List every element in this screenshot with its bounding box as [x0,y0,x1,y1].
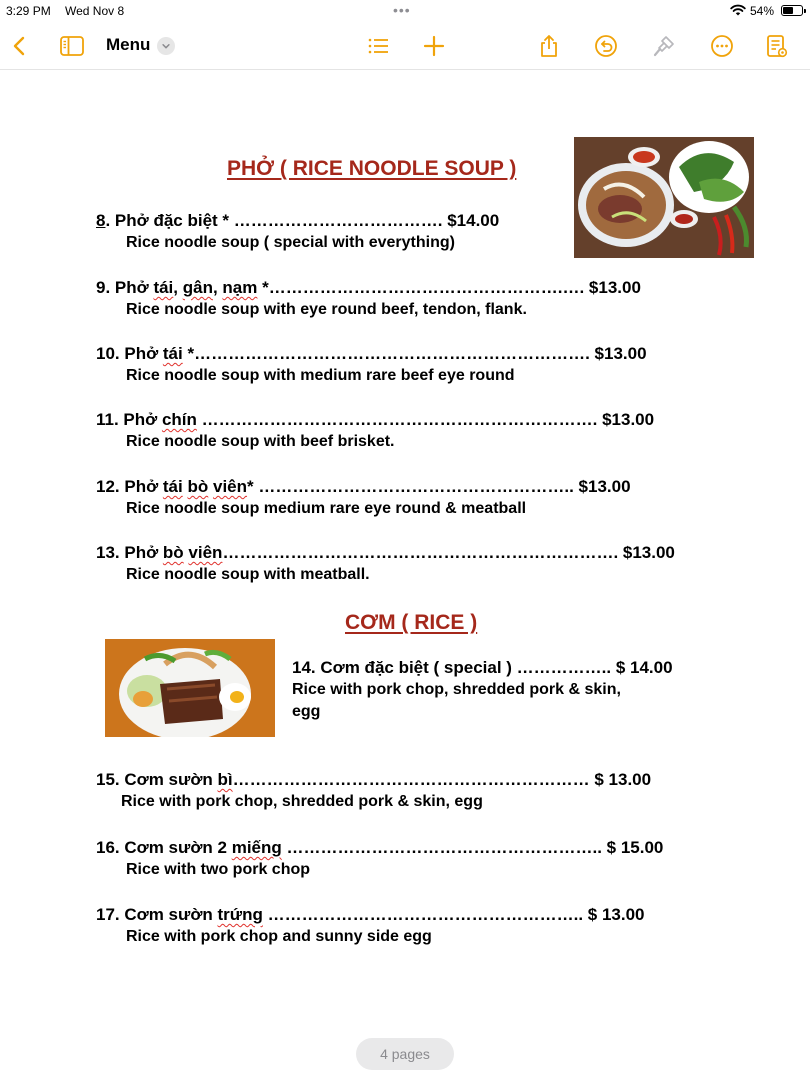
wifi-icon [730,3,746,17]
item-description: Rice with pork chop, shredded pork & skin, egg [121,793,483,810]
battery-fill [783,7,793,14]
price: $ 13.00 [594,770,652,789]
plus-icon [422,34,446,58]
status-time: 3:29 PM [6,4,51,18]
item-description-cont: egg [292,703,321,720]
list-icon [366,34,390,58]
price: $ 15.00 [606,838,664,857]
document-view-icon [764,34,788,58]
price: $13.00 [588,278,641,297]
page-count-indicator[interactable]: 4 pages [356,1038,454,1070]
undo-button[interactable] [592,32,620,60]
price: $ 13.00 [587,905,645,924]
menu-item-17[interactable]: 17. Cơm sườn trứng ……………………………………………….. $ 13.00 Rice with pork chop and sunny side egg [96,904,645,948]
status-date: Wed Nov 8 [65,4,125,18]
com-photo[interactable] [105,639,275,737]
menu-item-8[interactable]: 8. Phở đặc biệt * ………………………………. $14.00 Rice noodle soup ( special with everything) [96,210,499,254]
menu-item-9[interactable]: 9. Phở tái, gân, nạm *…………………………………………….…. $13.00 Rice noodle soup with eye round beef, tendon, flank. [96,277,641,321]
menu-item-13[interactable]: 13. Phở bò viên……………………………………………………………. $13.00 Rice noodle soup with meatball. [96,542,675,586]
undo-icon [594,34,618,58]
item-description: Rice noodle soup with eye round beef, tendon, flank. [126,301,527,318]
chevron-down-icon [161,41,171,51]
pho-photo[interactable] [574,137,754,258]
price: $13.00 [602,410,655,429]
section-title-com: CƠM ( RICE ) [345,611,478,634]
menu-item-15[interactable]: 15. Cơm sườn bì……………………………………………………… $ 13.00 Rice with pork chop, shredded pork & skin, egg [96,769,651,813]
section-title-pho: PHỞ ( RICE NOODLE SOUP ) [227,157,517,180]
price: $13.00 [578,477,631,496]
menu-item-10[interactable]: 10. Phở tái *……………………………………………………………. $13.00 Rice noodle soup with medium rare beef eye round [96,343,647,387]
more-icon [710,34,734,58]
more-button[interactable] [708,32,736,60]
menu-item-11[interactable]: 11. Phở chín ……………………………………………………………. $13.00 Rice noodle soup with beef brisket. [96,409,654,453]
share-icon [537,34,561,58]
price: $13.00 [594,344,647,363]
item-description: Rice with pork chop and sunny side egg [126,928,432,945]
item-description: Rice noodle soup with beef brisket. [126,433,395,450]
back-button[interactable] [6,32,34,60]
toolbar [0,22,810,70]
insert-button[interactable] [420,32,448,60]
item-description: Rice noodle soup medium rare eye round & meatball [126,500,527,517]
price: $14.00 [447,211,500,230]
sidebar-icon [59,34,85,58]
battery-icon [781,5,803,16]
status-bar [0,0,810,22]
document-title[interactable]: Menu [106,35,151,54]
format-brush-button[interactable] [650,32,678,60]
document-canvas[interactable] [0,71,810,1080]
item-description: Rice noodle soup ( special with everything) [126,234,455,251]
battery-percentage: 54% [750,4,775,18]
title-menu-button[interactable] [157,37,175,55]
item-description: Rice with pork chop, shredded pork & skin, [292,681,621,698]
list-format-button[interactable] [364,32,392,60]
menu-item-12[interactable]: 12. Phở tái bò viên* ……………………………………………….. $13.00 Rice noodle soup medium rare eye round & meatball [96,476,631,520]
menu-item-14[interactable]: 14. Cơm đặc biệt ( special ) …………….. $ 14.00 Rice with pork chop, shredded pork & skin, egg [292,657,673,723]
item-description: Rice noodle soup with meatball. [126,566,370,583]
share-button[interactable] [535,32,563,60]
menu-item-16[interactable]: 16. Cơm sườn 2 miếng ……………………………………………….. $ 15.00 Rice with two pork chop [96,837,663,881]
item-description: Rice noodle soup with medium rare beef eye round [126,367,515,384]
price: $13.00 [622,543,675,562]
multitasking-dots[interactable]: ••• [393,2,411,18]
item-description: Rice with two pork chop [126,861,311,878]
document-view-button[interactable] [762,32,790,60]
chevron-left-icon [8,34,32,58]
sidebar-toggle-button[interactable] [58,32,86,60]
brush-icon [652,34,676,58]
